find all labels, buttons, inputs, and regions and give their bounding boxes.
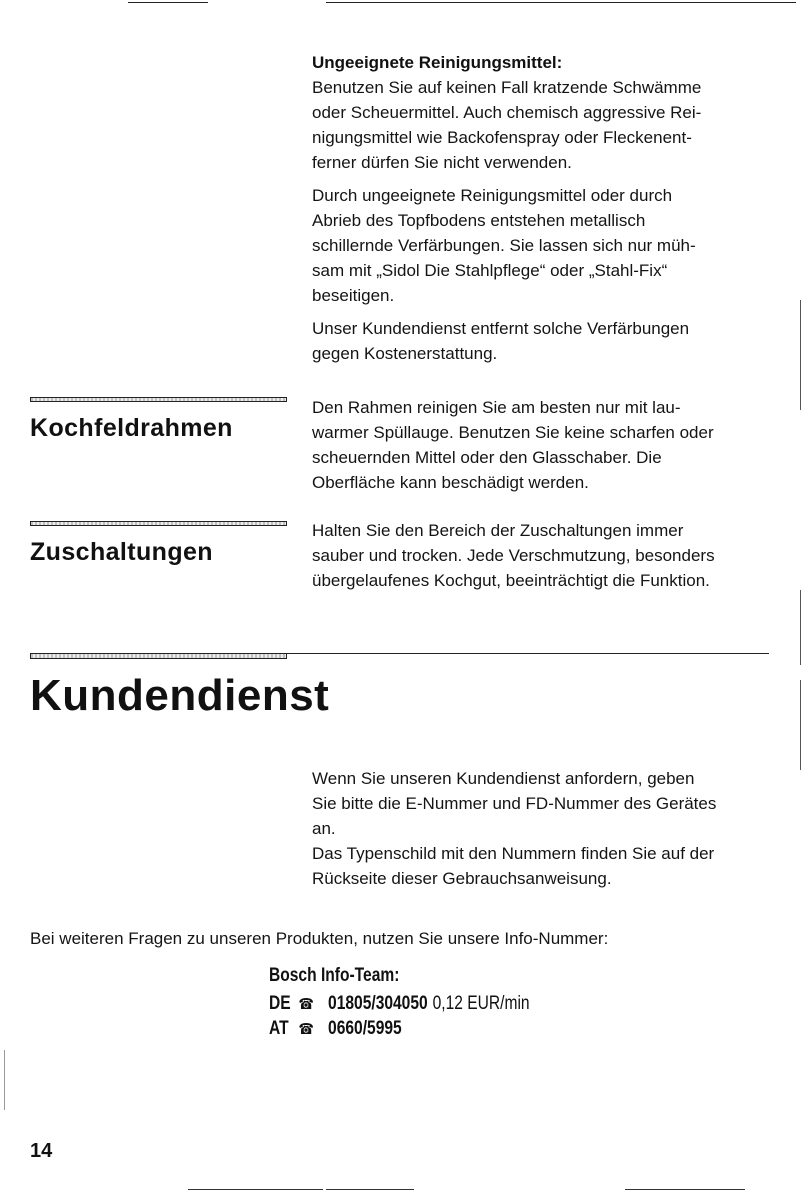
text-line: sauber und trocken. Jede Verschmutzung, besonders — [312, 546, 715, 565]
text-line: Halten Sie den Bereich der Zuschaltungen immer — [312, 521, 684, 540]
phone-number: 01805/304050 — [328, 993, 428, 1014]
text-line: übergelaufenes Kochgut, beeinträchtigt die Funktion. — [312, 571, 710, 590]
section-bar-kundendienst — [30, 653, 287, 659]
page-number: 14 — [30, 1140, 53, 1162]
text-line: Abrieb des Topfbodens entstehen metallisch — [312, 211, 646, 230]
text-line: ferner dürfen Sie nicht verwenden. — [312, 153, 572, 172]
section-title-zuschaltungen: Zuschaltungen — [30, 538, 213, 566]
phone-row-de — [269, 991, 530, 1017]
text-line: gegen Kostenerstattung. — [312, 344, 498, 363]
bosch-info-team-label: Bosch Info-Team: — [269, 965, 400, 986]
call-rate: 0,12 EUR/min — [432, 993, 530, 1014]
kochfeldrahmen-text — [312, 395, 772, 495]
section-title-kochfeldrahmen: Kochfeldrahmen — [30, 414, 233, 442]
text-line: scheuernden Mittel oder den Glasschaber. Die — [312, 448, 662, 467]
text-line: Unser Kundendienst entfernt solche Verfärbungen — [312, 319, 690, 338]
section-bar-kochfeldrahmen — [30, 397, 287, 402]
phone-number: 0660/5995 — [328, 1018, 402, 1039]
cleaning-agents-para1 — [312, 75, 772, 175]
text-line: nigungsmittel wie Backofenspray oder Fleckenent- — [312, 128, 692, 147]
country-code: DE — [269, 993, 291, 1014]
bottom-dash — [625, 1189, 745, 1190]
phone-row-at — [269, 1016, 402, 1042]
chapter-title-kundendienst: Kundendienst — [30, 671, 330, 720]
margin-mark — [4, 1050, 5, 1110]
country-code: AT — [269, 1018, 289, 1039]
telephone-icon: ☎ — [298, 1021, 314, 1038]
cleaning-agents-para2 — [312, 183, 772, 308]
info-number-intro: Bei weiteren Fragen zu unseren Produkten, nutzen Sie unsere Info-Nummer: — [30, 929, 609, 948]
top-rule-left — [128, 2, 208, 3]
bottom-dash — [326, 1189, 414, 1190]
margin-mark — [800, 680, 801, 770]
text-line: sam mit „Sidol Die Stahlpflege“ oder „Stahl-Fix“ — [312, 261, 668, 280]
bottom-dash — [188, 1189, 323, 1190]
cleaning-agents-heading: Ungeeignete Reinigungsmittel: — [312, 53, 563, 72]
margin-mark — [800, 590, 801, 665]
text-line: Durch ungeeignete Reinigungsmittel oder durch — [312, 186, 673, 205]
text-line: oder Scheuermittel. Auch chemisch aggressive Rei- — [312, 103, 702, 122]
margin-mark — [800, 300, 801, 410]
kundendienst-text — [312, 766, 772, 891]
text-line: beseitigen. — [312, 286, 395, 305]
cleaning-agents-para3 — [312, 316, 772, 366]
text-line: Das Typenschild mit den Nummern finden Sie auf der — [312, 844, 715, 863]
section-bar-zuschaltungen — [30, 521, 287, 526]
telephone-icon: ☎ — [298, 996, 314, 1013]
text-line: an. — [312, 819, 336, 838]
section-rule-kundendienst — [287, 653, 769, 654]
text-line: Wenn Sie unseren Kundendienst anfordern, geben — [312, 769, 695, 788]
text-line: Rückseite dieser Gebrauchsanweisung. — [312, 869, 612, 888]
text-line: warmer Spüllauge. Benutzen Sie keine scharfen oder — [312, 423, 714, 442]
text-line: Benutzen Sie auf keinen Fall kratzende Schwämme — [312, 78, 702, 97]
text-line: Oberfläche kann beschädigt werden. — [312, 473, 589, 492]
text-line: schillernde Verfärbungen. Sie lassen sich nur müh- — [312, 236, 696, 255]
zuschaltungen-text — [312, 518, 772, 593]
top-rule-right — [326, 2, 796, 3]
text-line: Den Rahmen reinigen Sie am besten nur mit lau- — [312, 398, 681, 417]
text-line: Sie bitte die E-Nummer und FD-Nummer des Gerätes — [312, 794, 717, 813]
